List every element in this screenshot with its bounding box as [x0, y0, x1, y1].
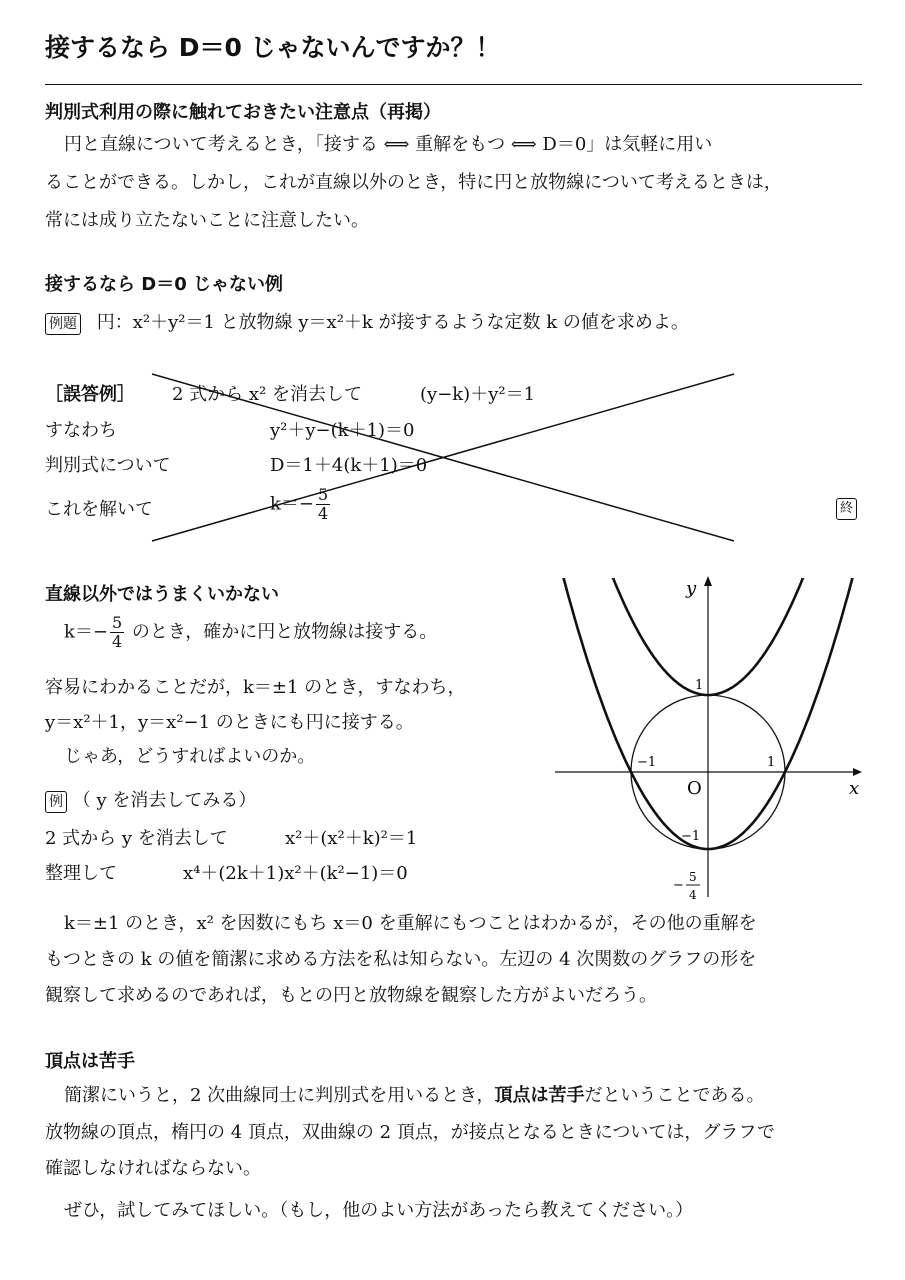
tick-label-frac-den: 4: [689, 888, 697, 902]
section4-line1-emphasis: 頂点は苦手: [494, 1085, 585, 1106]
wrong-row2-text: すなわち: [45, 420, 117, 441]
section4-line1-a: 簡潔にいうと，2 次曲線同士に判別式を用いるとき，: [64, 1085, 495, 1106]
cross-out-mark: [0, 0, 905, 560]
wrong-row4-text: これを解いて: [45, 499, 153, 520]
wrong-row3-eq: D＝1＋4(k＋1)＝0: [270, 455, 428, 476]
problem-badge: 例題: [45, 313, 81, 335]
y-axis-arrow-icon: [704, 576, 712, 586]
section1-line3: 常には成り立たないことに注意したい。: [45, 210, 369, 231]
section3-para-line2: もつときの k の値を簡潔に求める方法を私は知らない。左辺の 4 次関数のグラフの形を: [45, 949, 757, 970]
wrong-row1-eq: (y−k)＋y²＝1: [420, 384, 536, 405]
tick-label-frac-num: 5: [689, 870, 697, 884]
section3-line5-eq: x²＋(x²＋k)²＝1: [285, 828, 418, 849]
section3-heading: 直線以外ではうまくいかない: [45, 584, 279, 605]
line1-fraction: [110, 614, 124, 651]
example-text: （ y を消去してみる）: [72, 790, 257, 811]
x-axis-arrow-icon: [853, 768, 862, 776]
section4-heading: 頂点は苦手: [45, 1051, 135, 1072]
fraction-denominator: 4: [112, 632, 123, 651]
wrong-row1-text: 2 式から x² を消去して: [172, 384, 362, 405]
parabola-k-minus-5-4: [553, 572, 865, 849]
graph-figure: [553, 572, 865, 912]
section2-heading: 接するなら D＝0 じゃない例: [45, 274, 283, 295]
section3-line5-text: 2 式から y を消去して: [45, 828, 228, 849]
section1-line1: 円と直線について考えるとき，「接する ⟺ 重解をもつ ⟺ D＝0」は気軽に用い: [64, 134, 713, 155]
page-title: 接するなら D＝0 じゃないんですか？！: [45, 33, 501, 62]
fraction-denominator: 4: [318, 504, 329, 523]
section3-line1: [64, 614, 437, 651]
x-axis-label: x: [849, 778, 860, 799]
problem-text: 円：x²＋y²＝1 と放物線 y＝x²＋k が接するような定数 k の値を求めよ。: [96, 312, 689, 333]
section4-line1: [64, 1077, 764, 1115]
section3-line4: じゃあ，どうすればよいのか。: [64, 746, 316, 767]
end-badge: 終: [836, 498, 857, 520]
section3-line6-text: 整理して: [45, 863, 117, 884]
tick-label-y-neg1: −1: [681, 829, 701, 844]
line1-prefix: k＝−: [64, 621, 108, 643]
section4-line2: 放物線の頂点，楕円の 4 頂点，双曲線の 2 頂点，が接点となるときについては，グラフで: [45, 1122, 775, 1143]
section4-line1-c: だということである。: [584, 1085, 765, 1106]
tick-label-y1: 1: [695, 678, 704, 693]
example-row: [45, 786, 256, 813]
section3-line3: y＝x²＋1，y＝x²−1 のときにも円に接する。: [45, 712, 414, 733]
section1-line2: ることができる。しかし，これが直線以外のとき，特に円と放物線について考えるときは，: [45, 172, 782, 193]
section3-para-line1: k＝±1 のとき，x² を因数にもち x＝0 を重解にもつことはわかるが，その他の重解を: [64, 913, 757, 934]
fraction-numerator: 5: [318, 485, 329, 504]
section3-line6-eq: x⁴＋(2k＋1)x²＋(k²−1)＝0: [183, 863, 408, 884]
parabola-k-plus-1: [553, 572, 865, 695]
wrong-row4-prefix: k＝−: [270, 493, 314, 515]
section1-heading: 判別式利用の際に触れておきたい注意点（再掲）: [45, 102, 441, 123]
section4-line4: ぜひ，試してみてほしい。（もし，他のよい方法があったら教えてください。）: [64, 1200, 694, 1221]
parabola-k-minus-1: [553, 572, 865, 849]
tick-label-frac-sign: −: [673, 878, 684, 893]
fraction-numerator: 5: [112, 613, 123, 632]
example-badge: 例: [45, 791, 67, 813]
tick-label-x-pos1: 1: [767, 755, 776, 770]
section4-line3: 確認しなければならない。: [45, 1158, 261, 1179]
wrong-answer-label: ［誤答例］: [45, 384, 135, 405]
origin-label: O: [687, 778, 702, 799]
wrong-row2-eq: y²＋y−(k＋1)＝0: [270, 420, 415, 441]
section3-line2: 容易にわかることだが，k＝±1 のとき，すなわち，: [45, 677, 466, 698]
y-axis-label: y: [686, 578, 697, 599]
wrong-row3-text: 判別式について: [45, 455, 171, 476]
tick-label-x-neg1: −1: [637, 755, 657, 770]
section3-para-line3: 観察して求めるのであれば，もとの円と放物線を観察した方がよいだろう。: [45, 985, 657, 1006]
line1-suffix: のとき，確かに円と放物線は接する。: [131, 621, 438, 643]
